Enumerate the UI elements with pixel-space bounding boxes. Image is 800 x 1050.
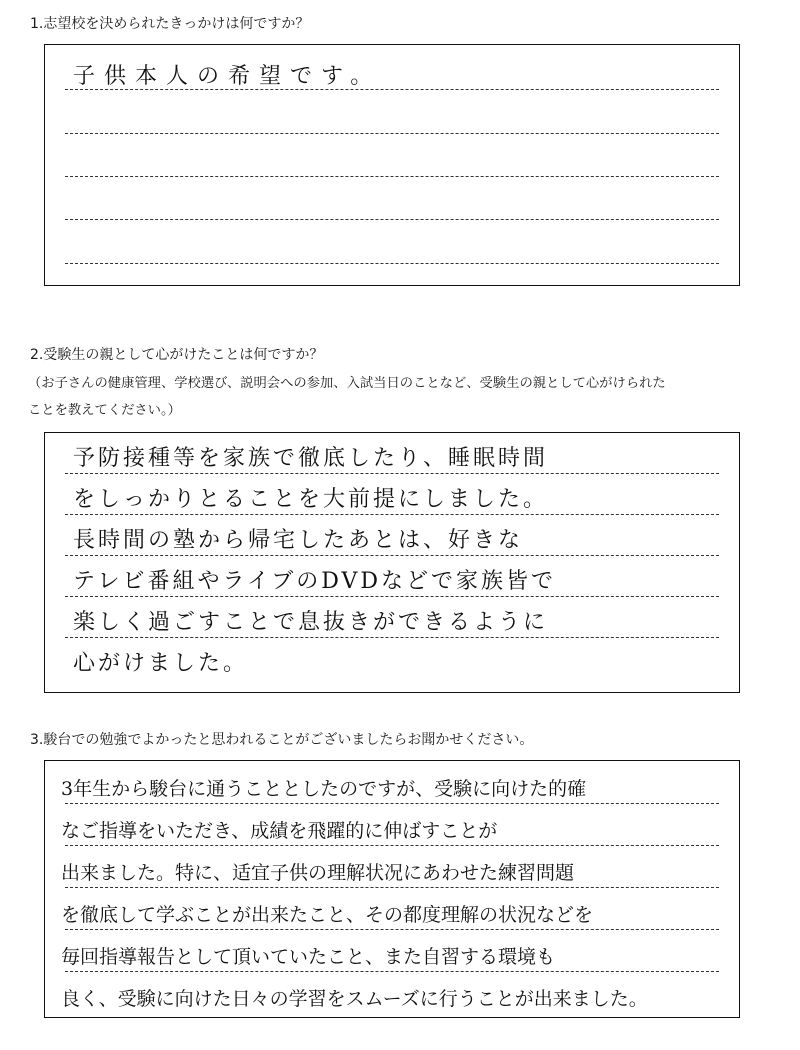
ruled-line	[65, 555, 719, 556]
answer-box-3	[44, 760, 740, 1018]
question-2-note: （お子さんの健康管理、学校選び、説明会への参加、入試当日のことなど、受験生の親として心がけられた	[28, 376, 666, 391]
ruled-line	[65, 263, 719, 264]
handwritten-answer-line: 3年生から駿台に通うこととしたのですが、受験に向けた的確	[61, 778, 587, 800]
question-2-note-cont: ことを教えてください。）	[28, 403, 181, 418]
ruled-line	[65, 845, 719, 846]
handwritten-answer-line: 長時間の塾から帰宅したあとは、好きな	[73, 528, 524, 553]
ruled-line	[65, 929, 719, 930]
handwritten-answer-line: なご指導をいただき、成績を飛躍的に伸ばすことが	[61, 820, 498, 842]
question-3-title: 3.駿台での勉強でよかったと思われることがございましたらお聞かせください。	[30, 732, 534, 748]
question-1-title: 1.志望校を決められたきっかけは何ですか？	[30, 16, 310, 32]
ruled-line	[65, 637, 719, 638]
handwritten-answer-line: 毎回指導報告として頂いていたこと、また自習する環境も	[61, 946, 556, 968]
ruled-line	[65, 971, 719, 972]
handwritten-answer-line: 心がけました。	[73, 651, 249, 676]
handwritten-answer-line: 予防接種等を家族で徹底したり、睡眠時間	[73, 446, 549, 471]
ruled-line	[65, 473, 719, 474]
handwritten-answer-line: 楽しく過ごすことで息抜きができるように	[73, 610, 549, 635]
handwritten-answer-line: 出来ました。特に、适宜子供の理解状况にあわせた練習問題	[61, 862, 575, 884]
answer-box-1	[44, 44, 740, 286]
handwritten-answer-line: 良く、受験に向けた日々の学習をスムーズに行うことが出来ました。	[61, 988, 648, 1010]
ruled-line	[65, 133, 719, 134]
ruled-line	[65, 887, 719, 888]
question-2-title: 2.受験生の親として心がけたことは何ですか？	[30, 347, 324, 363]
ruled-line	[65, 219, 719, 220]
handwritten-answer-line: を徹底して学ぶことが出来たこと、その都度理解の状況などを	[61, 904, 594, 926]
handwritten-answer-line: をしっかりとることを大前提にしました。	[73, 487, 549, 512]
ruled-line	[65, 803, 719, 804]
ruled-line	[65, 514, 719, 515]
ruled-line	[65, 596, 719, 597]
handwritten-answer-line: テレビ番組やライブのDVDなどで家族皆で	[73, 569, 557, 594]
ruled-line	[65, 176, 719, 177]
answer-box-2	[44, 432, 740, 693]
handwritten-answer-line: 子供本人の希望です。	[73, 64, 382, 89]
